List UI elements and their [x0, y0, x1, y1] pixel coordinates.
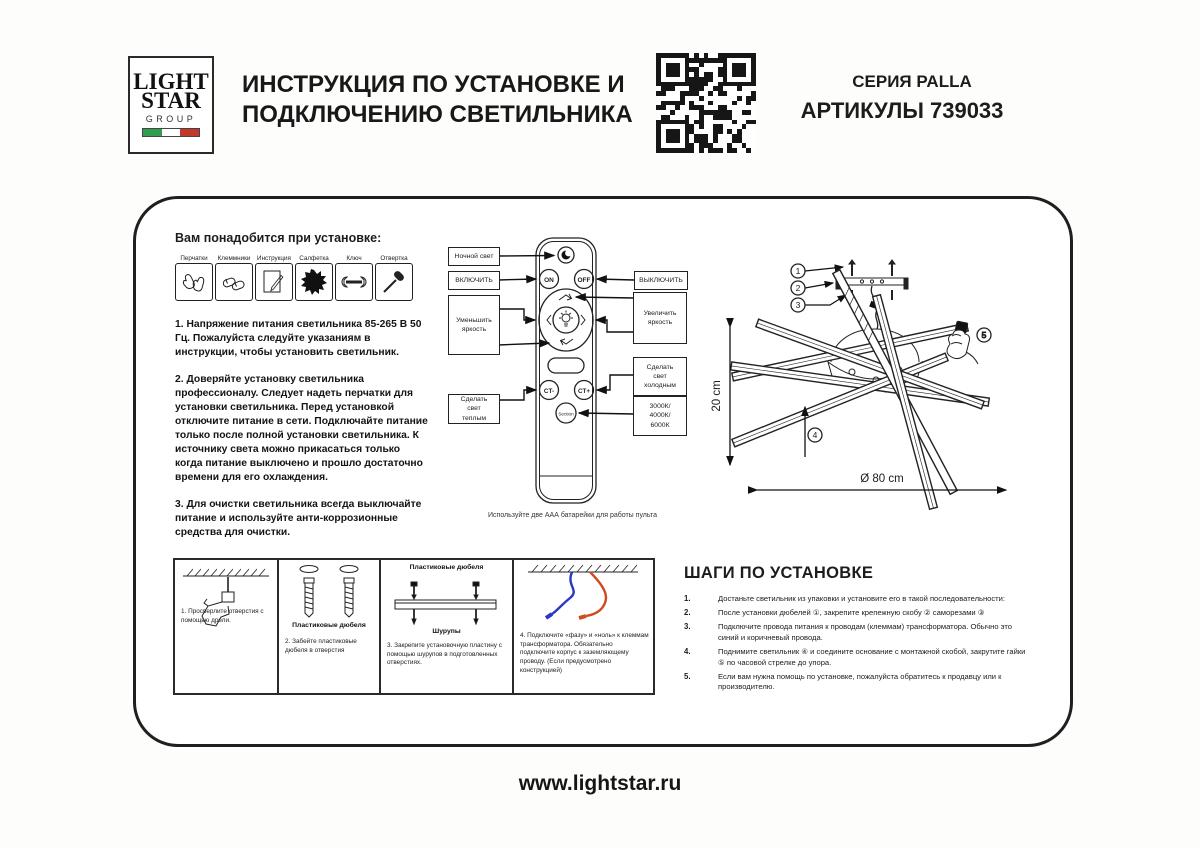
brightness-down-icon [561, 339, 574, 345]
diameter-dimension [757, 473, 1006, 490]
svg-text:Ø 80 cm: Ø 80 cm [860, 473, 904, 485]
svg-text:3: 3 [795, 300, 801, 310]
svg-text:Section: Section [558, 411, 574, 417]
step-item: 5. Если вам нужна помощь по установке, пожалуйста обратитесь к продавцу или к производителю. [684, 671, 1002, 692]
steps-list [684, 594, 1029, 697]
plate-illustration [381, 573, 510, 633]
required-tools-row [174, 255, 418, 301]
panel-caption: 3. Закрепите установочную пластину с помощью шурупов в подготовленных отверстиях. [387, 642, 502, 667]
step-item: 4. Поднимите светильник ④ и соедините основание с монтажной скобой, закрутите гайки ⑤ по часовой стрелке до упора. [684, 647, 1026, 667]
callout-warm-light: Сделать свет теплым [448, 394, 500, 424]
lightstar-logo: LIGHT STAR GROUP [128, 56, 214, 154]
off-button [575, 270, 594, 289]
svg-text:20 cm: 20 cm [711, 380, 723, 412]
svg-text:2: 2 [795, 283, 801, 293]
safety-warnings [175, 318, 428, 553]
drill-illustration [175, 560, 275, 642]
callout-increase-brightness: Увеличить яркость [633, 292, 687, 344]
svg-text:CT+: CT+ [577, 388, 591, 395]
brightness-up-icon [559, 294, 572, 300]
panel-dowels: Пластиковые дюбеля 2. Забейте пластиковые дюбеля в отверстия [277, 560, 379, 693]
article-number: АРТИКУЛЫ 739033 [800, 98, 1004, 123]
logo-text: LIGHT [133, 69, 209, 95]
terminals-icon [215, 263, 253, 301]
chevron-right-icon [581, 315, 585, 325]
callout-cold-light: Сделать свет холодным [633, 357, 687, 396]
warning-2: 2. Доверяйте установку светильника профессионалу. Следует надеть перчатки для установки светильника. Перед установкой отключите питание в сети. Подключайте питание только после полной установки светильника. К источнику света можно прикасаться только когда питание выключено и прошло достаточно времени для его охлаждения. [175, 374, 428, 483]
tool-gloves: Перчатки [174, 255, 214, 301]
panel-caption: 4. Подключите «фазу» и «ноль» к клеммам трансформатора. Обязательно подключите корпус к заземляющему проводу. (Если предусмотрено конструкцией) [520, 632, 649, 674]
step-item: 2. После установки дюбелей ①, закрепите крепежную скобу ② саморезами ③ [684, 608, 985, 618]
step-item: 1. Достаньте светильник из упаковки и установите его в такой последовательности: [684, 594, 1006, 603]
wires-illustration [514, 560, 651, 630]
svg-text:5: 5 [981, 330, 987, 340]
night-light-button [558, 247, 574, 263]
svg-text:1: 1 [795, 266, 801, 276]
callout-decrease-brightness: Уменьшить яркость [448, 295, 500, 355]
on-button [540, 270, 559, 289]
dowels-illustration [279, 560, 379, 622]
brightness-pad [539, 289, 593, 351]
panel-plate: Пластиковые дюбеля Шурупы 3. Закрепите установочную пластину с помощью шурупов в подготовленных отверстиях. [379, 560, 512, 693]
bulb-icon [559, 311, 573, 327]
tool-napkin: Салфетка [294, 255, 334, 301]
napkin-icon [295, 263, 333, 301]
callout-night-light: Ночной свет [448, 247, 500, 266]
phase-wire-blue [552, 572, 574, 614]
scene-button [548, 358, 584, 373]
section-button [556, 403, 576, 423]
warning-3: 3. Для очистки светильника всегда выключайте питание и используйте анти-коррозионные средства для очистки. [175, 499, 422, 538]
qr-code [656, 53, 756, 153]
panel-caption: 1. Просверлите отверстия с помощью дрели. [181, 608, 264, 624]
callout-connectors [498, 256, 634, 415]
svg-text:CT-: CT- [543, 388, 555, 395]
warning-1: 1. Напряжение питания светильника 85-265 В 50 Гц. Пожалуйста следуйте указаниям в инструкции, чтобы установить светильник. [175, 319, 422, 358]
ct-plus-button [575, 381, 594, 400]
page-title: ИНСТРУКЦИЯ ПО УСТАНОВКЕ И ПОДКЛЮЧЕНИЮ СВЕТИЛЬНИКА [242, 71, 633, 129]
panel-caption: 2. Забейте пластиковые дюбеля в отверстия [285, 638, 357, 654]
installation-panels [173, 558, 655, 695]
steps-heading: ШАГИ ПО УСТАНОВКЕ [684, 564, 874, 582]
fixture-mounting-diagram [700, 232, 1030, 520]
callout-turn-off: ВЫКЛЮЧИТЬ [634, 271, 688, 290]
battery-note: Используйте две ААА батарейки для работы пульта [488, 512, 657, 519]
website-url: www.lightstar.ru [518, 772, 682, 795]
series-label: СЕРИЯ PALLA [852, 72, 972, 91]
svg-text:ON: ON [544, 277, 554, 284]
wrench-icon [335, 263, 373, 301]
tools-heading: Вам понадобится при установке: [175, 231, 382, 245]
gloves-icon [175, 263, 213, 301]
svg-text:OFF: OFF [577, 277, 591, 284]
chevron-left-icon [547, 315, 551, 325]
italian-flag-stripe [142, 128, 200, 137]
tool-instruction: Инструкция [254, 255, 294, 301]
tool-screwdriver: Отвертка [374, 255, 414, 301]
callout-color-temperatures: 3000К/ 4000К/ 6000К [633, 396, 687, 436]
svg-text:4: 4 [812, 430, 818, 440]
tool-terminals: Клеммники [214, 255, 254, 301]
screwdriver-icon [375, 263, 413, 301]
panel-wiring [512, 560, 653, 693]
neutral-wire-red [586, 572, 606, 616]
ct-minus-button [540, 381, 559, 400]
step-item: 3. Подключите провода питания к проводам (клеммам) трансформатора. Обычно это синий и коричневый провода. [684, 622, 1012, 642]
height-dimension [711, 327, 730, 465]
panel-drill [175, 560, 277, 693]
tool-wrench: Ключ [334, 255, 374, 301]
callout-turn-on: ВКЛЮЧИТЬ [448, 271, 500, 290]
instruction-icon [255, 263, 293, 301]
